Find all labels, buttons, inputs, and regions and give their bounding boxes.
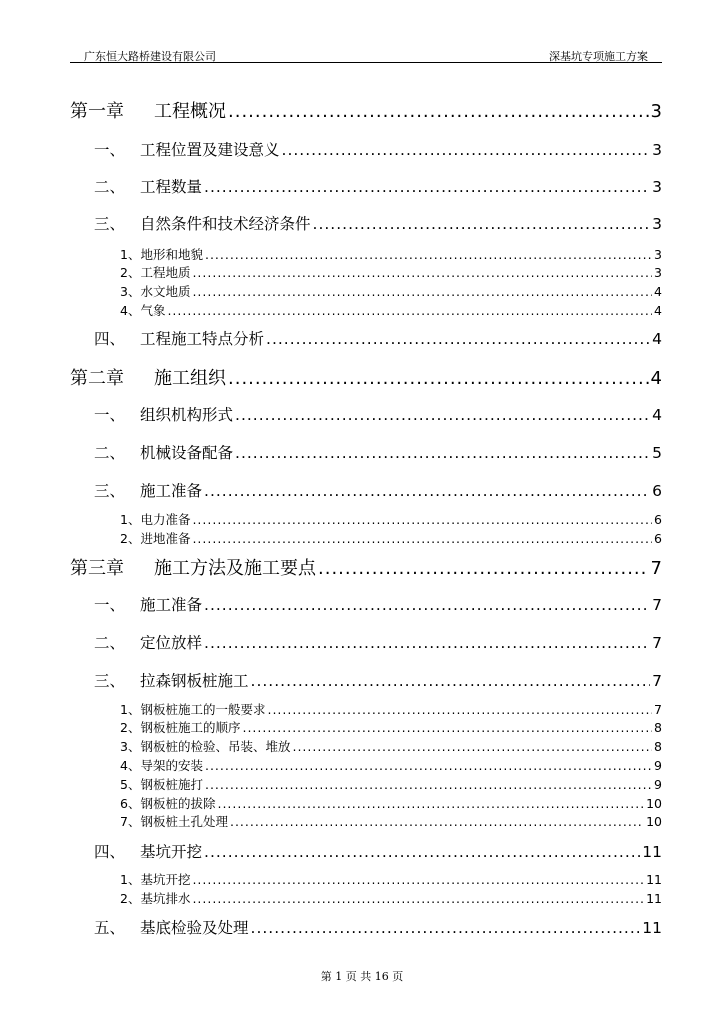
toc-entry-title: 3、钢板桩的检验、吊装、堆放: [120, 739, 291, 754]
toc-entry-number: 一、: [94, 141, 126, 159]
toc-entry-number: 四、: [94, 330, 126, 348]
toc-page-number: 4: [652, 330, 662, 348]
toc-entry-title: 1、地形和地貌: [120, 247, 203, 262]
toc-dot-leader: [228, 370, 649, 388]
page-footer: 第 1 页 共 16 页: [320, 970, 404, 983]
toc-entry-title: 拉森钢板桩施工: [140, 672, 249, 690]
toc-dot-leader: [204, 598, 650, 614]
toc-dot-leader: [205, 760, 652, 773]
toc-dot-leader: [266, 332, 650, 348]
toc-page-number: 8: [654, 720, 662, 735]
toc-entry-title: 基底检验及处理: [140, 919, 249, 937]
toc-section[interactable]: [70, 636, 662, 652]
page-header: [70, 46, 662, 63]
toc-subsection[interactable]: [70, 798, 662, 811]
toc-page-number: 6: [654, 531, 662, 546]
toc-dot-leader: [192, 286, 652, 299]
toc-page-number: 7: [652, 634, 662, 652]
toc-dot-leader: [235, 408, 650, 424]
toc-section[interactable]: [70, 217, 662, 233]
toc-subsection[interactable]: [70, 779, 662, 792]
toc-chapter[interactable]: [70, 103, 662, 121]
toc-entry-title: 7、钢板桩土孔处理: [120, 814, 228, 829]
toc-dot-leader: [192, 533, 652, 546]
toc-entry-title: 机械设备配备: [140, 444, 234, 462]
toc-subsection[interactable]: [70, 249, 662, 262]
toc-dot-leader: [192, 514, 652, 527]
toc-page-number: 4: [650, 368, 662, 389]
toc-entry-number: 一、: [94, 596, 126, 614]
toc-entry-title: 施工组织: [154, 368, 226, 389]
toc-dot-leader: [204, 845, 640, 861]
toc-page-number: 10: [646, 814, 662, 829]
toc-entry-title: 1、钢板桩施工的一般要求: [120, 702, 266, 717]
toc-dot-leader: [192, 893, 644, 906]
toc-subsection[interactable]: [70, 741, 662, 754]
toc-dot-leader: [318, 560, 649, 578]
header-company: 广东恒大路桥建设有限公司: [84, 50, 216, 63]
toc-dot-leader: [242, 722, 652, 735]
toc-dot-leader: [205, 249, 652, 262]
toc-entry-title: 1、基坑开挖: [120, 872, 191, 887]
toc-dot-leader: [230, 816, 644, 829]
toc-chapter[interactable]: [70, 370, 662, 388]
toc-entry-title: 施工准备: [140, 482, 203, 500]
toc-section[interactable]: [70, 921, 662, 937]
toc-page-number: 4: [654, 303, 662, 318]
toc-entry-title: 2、钢板桩施工的顺序: [120, 720, 241, 735]
toc-section[interactable]: [70, 180, 662, 196]
toc-dot-leader: [251, 674, 651, 690]
toc-dot-leader: [267, 704, 652, 717]
toc-entry-title: 4、气象: [120, 303, 166, 318]
toc-dot-leader: [217, 798, 644, 811]
toc-entry-title: 3、水文地质: [120, 284, 191, 299]
toc-entry-title: 自然条件和技术经济条件: [140, 215, 311, 233]
toc-page-number: 4: [654, 284, 662, 299]
toc-dot-leader: [204, 636, 650, 652]
toc-entry-title: 6、钢板桩的拔除: [120, 796, 216, 811]
toc-subsection[interactable]: [70, 704, 662, 717]
toc-page-number: 10: [646, 796, 662, 811]
toc-section[interactable]: [70, 484, 662, 500]
toc-page-number: 3: [650, 101, 662, 122]
toc-entry-number: 五、: [94, 919, 126, 937]
toc-entry-number: 第三章: [70, 558, 124, 579]
header-doc-title: 深基坑专项施工方案: [549, 50, 648, 63]
toc-dot-leader: [292, 741, 652, 754]
toc-entry-title: 施工准备: [140, 596, 203, 614]
toc-entry-title: 基坑开挖: [140, 843, 203, 861]
toc-section[interactable]: [70, 408, 662, 424]
toc-subsection[interactable]: [70, 816, 662, 829]
toc-dot-leader: [282, 143, 651, 159]
toc-section[interactable]: [70, 674, 662, 690]
toc-page-number: 11: [642, 843, 662, 861]
toc-entry-number: 第二章: [70, 368, 124, 389]
toc-section[interactable]: [70, 845, 662, 861]
toc-dot-leader: [204, 180, 650, 196]
toc-page-number: 9: [654, 758, 662, 773]
toc-entry-title: 1、电力准备: [120, 512, 191, 527]
toc-entry-title: 5、钢板桩施打: [120, 777, 203, 792]
toc-dot-leader: [251, 921, 641, 937]
toc-page-number: 11: [646, 891, 662, 906]
toc-entry-number: 三、: [94, 215, 126, 233]
toc-dot-leader: [204, 484, 650, 500]
toc-subsection[interactable]: [70, 760, 662, 773]
toc-dot-leader: [205, 779, 652, 792]
toc-subsection[interactable]: [70, 305, 662, 318]
toc-page-number: 9: [654, 777, 662, 792]
toc-subsection[interactable]: [70, 267, 662, 280]
toc-section[interactable]: [70, 446, 662, 462]
toc-page-number: 5: [652, 444, 662, 462]
toc-section[interactable]: [70, 598, 662, 614]
toc-entry-title: 定位放样: [140, 634, 203, 652]
toc-page-number: 3: [652, 215, 662, 233]
toc-subsection[interactable]: [70, 514, 662, 527]
toc-entry-title: 工程数量: [140, 178, 203, 196]
toc-page-number: 3: [652, 178, 662, 196]
toc-section[interactable]: [70, 332, 662, 348]
toc-entry-title: 工程概况: [154, 101, 226, 122]
toc-entry-number: 二、: [94, 444, 126, 462]
toc-entry-number: 三、: [94, 672, 126, 690]
toc-page-number: 7: [652, 672, 662, 690]
toc-entry-title: 2、进地准备: [120, 531, 191, 546]
toc-entry-number: 一、: [94, 406, 126, 424]
toc-page-number: 7: [652, 596, 662, 614]
toc-entry-title: 2、工程地质: [120, 265, 191, 280]
toc-page-number: 3: [652, 141, 662, 159]
toc-page-number: 3: [654, 265, 662, 280]
toc-dot-leader: [192, 267, 652, 280]
toc-entry-number: 第一章: [70, 101, 124, 122]
toc-page-number: 7: [654, 702, 662, 717]
toc-entry-number: 三、: [94, 482, 126, 500]
toc-section[interactable]: [70, 143, 662, 159]
toc-entry-title: 组织机构形式: [140, 406, 234, 424]
toc-entry-title: 施工方法及施工要点: [154, 558, 316, 579]
toc-page-number: 7: [650, 558, 662, 579]
toc-entry-number: 四、: [94, 843, 126, 861]
toc-subsection[interactable]: [70, 286, 662, 299]
toc-entry-title: 工程施工特点分析: [140, 330, 265, 348]
toc-chapter[interactable]: [70, 560, 662, 578]
toc-subsection[interactable]: [70, 722, 662, 735]
toc-subsection[interactable]: [70, 533, 662, 546]
toc-subsection[interactable]: [70, 874, 662, 887]
toc-entry-number: 二、: [94, 634, 126, 652]
toc-entry-title: 4、导架的安装: [120, 758, 203, 773]
toc-page-number: 11: [642, 919, 662, 937]
toc-dot-leader: [192, 874, 644, 887]
toc-page-number: 8: [654, 739, 662, 754]
toc-subsection[interactable]: [70, 893, 662, 906]
toc-entry-number: 二、: [94, 178, 126, 196]
toc-entry-title: 工程位置及建设意义: [140, 141, 280, 159]
toc-page-number: 4: [652, 406, 662, 424]
toc-page-number: 6: [654, 512, 662, 527]
toc-page-number: 6: [652, 482, 662, 500]
toc-dot-leader: [167, 305, 652, 318]
toc-page-number: 11: [646, 872, 662, 887]
toc-page-number: 3: [654, 247, 662, 262]
toc-dot-leader: [313, 217, 651, 233]
toc-dot-leader: [235, 446, 650, 462]
toc-entry-title: 2、基坑排水: [120, 891, 191, 906]
toc-dot-leader: [228, 103, 649, 121]
